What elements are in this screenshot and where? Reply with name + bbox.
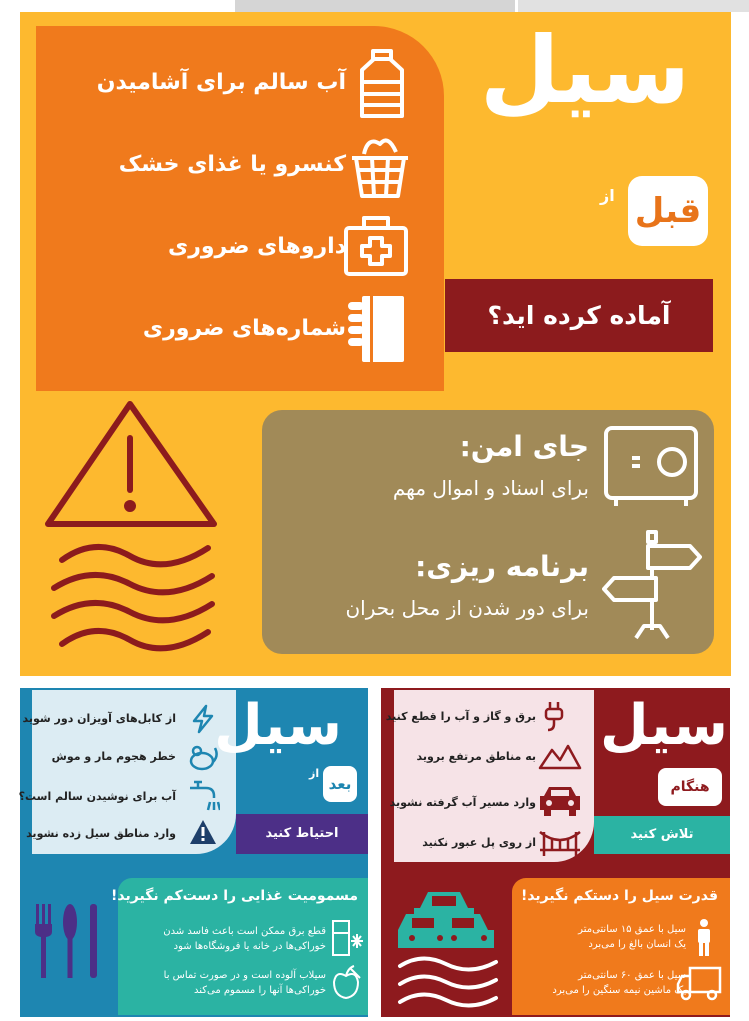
poison-note-line: قطع برق ممکن است باعث فاسد شدن <box>163 926 326 937</box>
after-item-label: وارد مناطق سیل زده نشوید <box>26 827 176 840</box>
before-badge: قبل <box>628 176 708 246</box>
during-badge: هنگام <box>658 768 722 806</box>
plug-icon <box>542 700 566 732</box>
electric-bolt-icon <box>190 704 216 734</box>
during-title: سیل <box>600 693 728 758</box>
top-strip-right <box>518 0 749 12</box>
faucet-icon <box>186 778 220 812</box>
during-item-label: به مناطق مرتفع بروید <box>416 750 536 763</box>
supply-item-label: کنسرو یا غذای خشک <box>118 152 346 177</box>
power-box <box>512 878 730 1015</box>
after-item-label: از کابل‌های آویزان دور شوید <box>22 712 176 725</box>
after-item-label: آب برای نوشیدن سالم است؟ <box>18 790 176 803</box>
ready-question-ribbon: آماده کرده اید؟ <box>445 279 713 352</box>
poison-note-line: خوراکی‌ها آنها را مسموم می‌کند <box>193 985 326 996</box>
food-basket-icon <box>348 130 412 200</box>
after-title: سیل <box>214 693 342 758</box>
planning-desc: برای دور شدن از محل بحران <box>345 596 589 620</box>
cutlery-icon <box>30 902 106 980</box>
after-badge: بعد <box>323 766 357 802</box>
after-item-label: خطر هجوم مار و موش <box>51 750 176 763</box>
flood-warning-icon <box>40 398 230 658</box>
from-label: از <box>600 186 615 205</box>
during-item-label: از روی پل عبور نکنید <box>422 836 536 849</box>
supply-item-label: شماره‌های ضروری <box>142 316 346 341</box>
after-items-box <box>18 690 236 854</box>
poison-note-line: سیلاب آلوده است و در صورت تماس با <box>163 970 326 981</box>
signpost-icon <box>602 530 702 642</box>
during-item-label: وارد مسیر آب گرفته نشوید <box>389 796 536 809</box>
poison-box <box>111 878 368 1015</box>
safe-place-title: جای امن: <box>459 430 589 463</box>
cars-in-flood-icon <box>392 884 504 1012</box>
car-icon <box>538 784 582 818</box>
after-ribbon: احتیاط کنید <box>236 814 368 854</box>
fridge-icon <box>330 918 364 958</box>
power-note-line: یک ماشین نیمه سنگین را می‌برد <box>552 985 686 996</box>
during-ribbon: تلاش کنید <box>594 816 730 854</box>
info-box <box>262 410 714 654</box>
after-from-label: از <box>309 767 320 780</box>
mountain-icon <box>538 742 582 770</box>
bridge-icon <box>538 828 582 858</box>
power-note-line: سیل با عمق ۶۰ سانتی‌متر <box>578 970 686 981</box>
first-aid-kit-icon <box>342 212 410 280</box>
safe-place-desc: برای اسناد و اموال مهم <box>392 476 589 500</box>
water-bottle-icon <box>354 48 410 120</box>
supply-item-label: آب سالم برای آشامیدن <box>96 70 346 95</box>
poison-note-line: خوراکی‌ها در خانه یا فروشگاه‌ها شود <box>173 941 326 952</box>
warning-icon <box>188 818 218 846</box>
during-item-label: برق و گاز و آب را قطع کنید <box>385 710 536 723</box>
planning-title: برنامه ریزی: <box>415 550 589 583</box>
flood-title: سیل <box>479 17 691 124</box>
supply-item-label: داروهای ضروری <box>168 234 346 259</box>
top-strip-left <box>235 0 515 12</box>
power-note-line: سیل با عمق ۱۵ سانتی‌متر <box>578 924 686 935</box>
apple-icon <box>330 964 364 1004</box>
power-title: قدرت سیل را دستکم نگیرید! <box>520 888 718 904</box>
during-items-box <box>385 690 594 862</box>
poison-title: مسمومیت غذایی را دست‌کم نگیرید! <box>111 888 358 904</box>
person-icon <box>692 918 716 958</box>
power-note-line: یک انسان بالغ را می‌برد <box>588 939 686 950</box>
supplies-box <box>36 26 444 391</box>
phone-book-icon <box>342 292 408 366</box>
truck-icon <box>676 964 724 1004</box>
safe-icon <box>602 424 702 510</box>
